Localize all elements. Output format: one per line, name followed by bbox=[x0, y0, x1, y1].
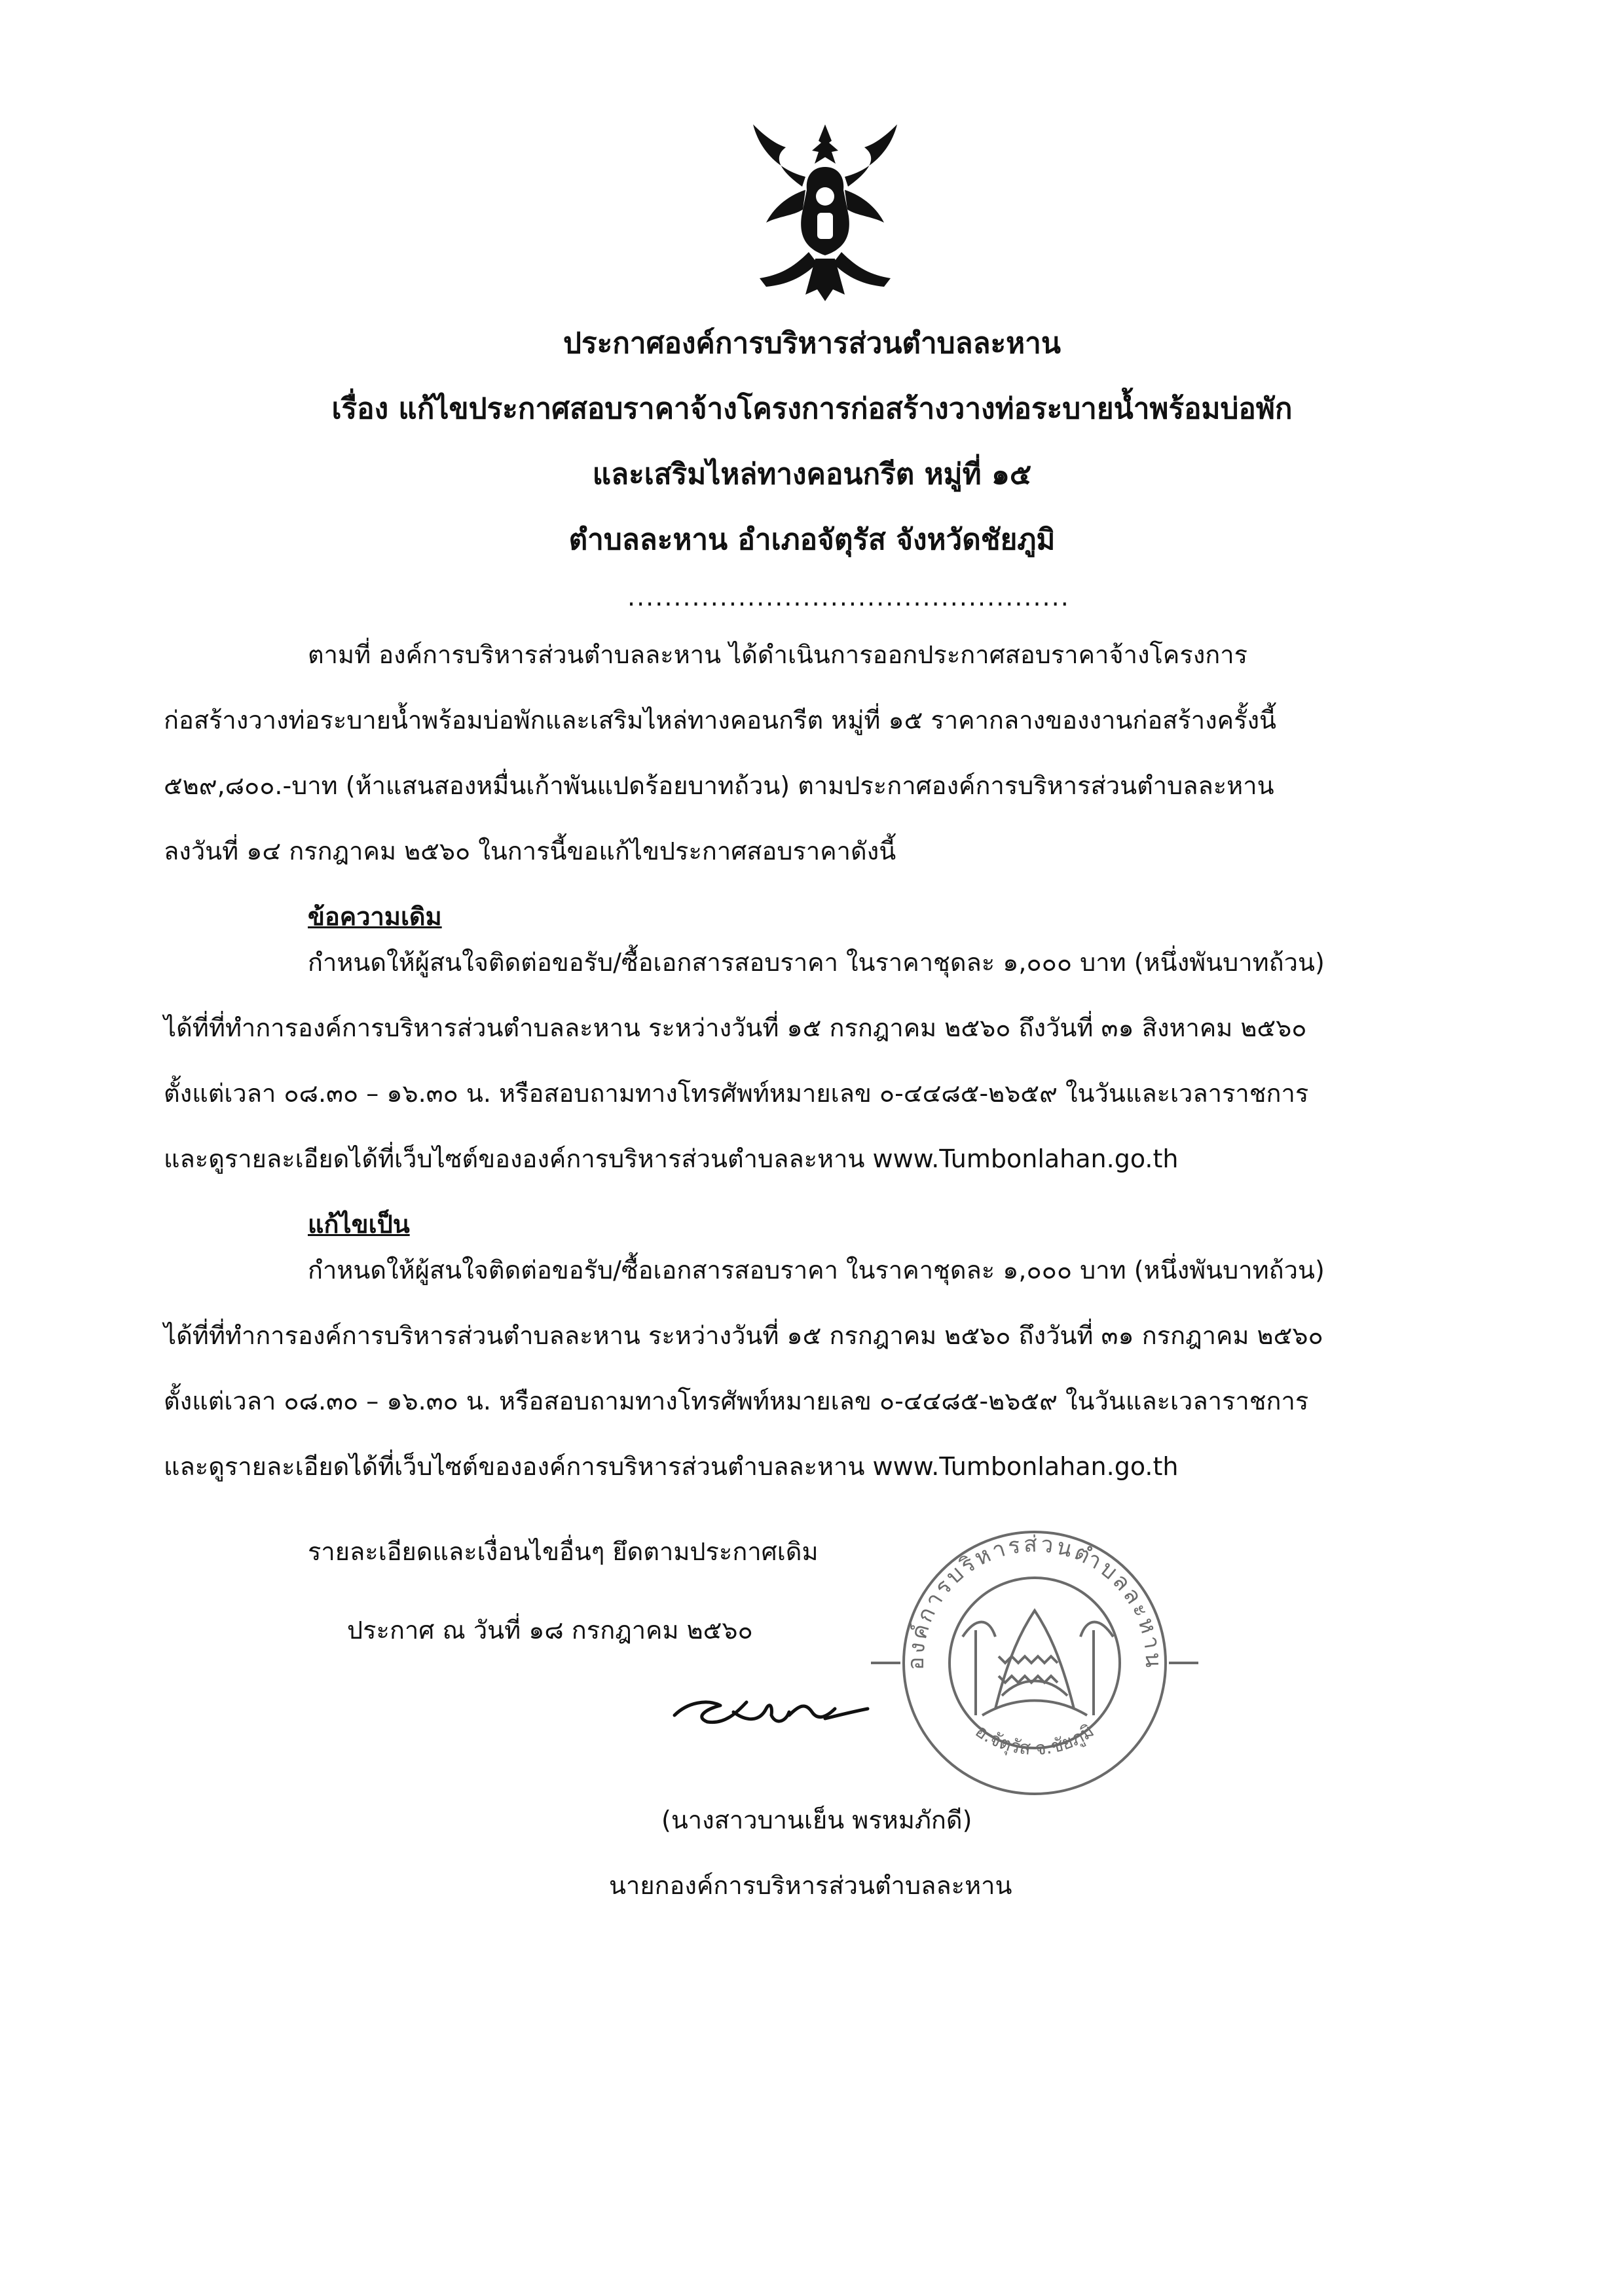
signatory-title: นายกองค์การบริหารส่วนตำบลละหาน bbox=[609, 1871, 1012, 1900]
amended-line-2: ได้ที่ที่ทำการองค์การบริหารส่วนตำบลละหาน ระหว่างวันที่ ๑๕ กรกฎาคม ๒๕๖๐ ถึงวันที่ ๓๑ กรกฎาคม ๒๕๖๐ bbox=[164, 1321, 1323, 1350]
conditions-line: รายละเอียดและเงื่อนไขอื่นๆ ยึดตามประกาศเดิม bbox=[308, 1537, 819, 1566]
handwritten-signature bbox=[668, 1676, 877, 1748]
intro-line-2: ก่อสร้างวางท่อระบายน้ำพร้อมบ่อพักและเสริมไหล่ทางคอนกรีต หมู่ที่ ๑๕ ราคากลางของงานก่อสร้างครั้งนี้ bbox=[164, 706, 1277, 735]
intro-line-1: ตามที่ องค์การบริหารส่วนตำบลละหาน ได้ดำเนินการออกประกาศสอบราคาจ้างโครงการ bbox=[308, 640, 1248, 669]
original-line-3: ตั้งแต่เวลา ๐๘.๓๐ – ๑๖.๓๐ น. หรือสอบถามทางโทรศัพท์หมายเลข ๐-๔๔๘๕-๒๖๕๙ ในวันและเวลาราชการ bbox=[164, 1079, 1309, 1108]
agency-title: ประกาศองค์การบริหารส่วนตำบลละหาน bbox=[563, 327, 1061, 360]
subject-line-2: และเสริมไหล่ทางคอนกรีต หมู่ที่ ๑๕ bbox=[592, 458, 1032, 491]
announcement-date: ประกาศ ณ วันที่ ๑๘ กรกฎาคม ๒๕๖๐ bbox=[347, 1616, 753, 1645]
amended-line-3: ตั้งแต่เวลา ๐๘.๓๐ – ๑๖.๓๐ น. หรือสอบถามทางโทรศัพท์หมายเลข ๐-๔๔๘๕-๒๖๕๙ ในวันและเวลาราชการ bbox=[164, 1387, 1309, 1415]
garuda-emblem-icon bbox=[740, 111, 910, 308]
subject-line-1: เรื่อง แก้ไขประกาศสอบราคาจ้างโครงการก่อสร้างวางท่อระบายน้ำพร้อมบ่อพัก bbox=[331, 392, 1293, 426]
separator-dots: ................................................ bbox=[627, 583, 1070, 611]
seal-outer-text: องค์การบริหารส่วนตำบลละหาน bbox=[902, 1531, 1167, 1671]
subject-line-3: ตำบลละหาน อำเภอจัตุรัส จังหวัดชัยภูมิ bbox=[568, 523, 1056, 556]
intro-line-4: ลงวันที่ ๑๔ กรกฎาคม ๒๕๖๐ ในการนี้ขอแก้ไขประกาศสอบราคาดังนี้ bbox=[164, 837, 896, 866]
official-seal-stamp bbox=[864, 1499, 1205, 1807]
original-heading: ข้อความเดิม bbox=[308, 902, 442, 931]
signatory-name: (นางสาวบานเย็น พรหมภักดี) bbox=[661, 1806, 972, 1834]
amended-line-4: และดูรายละเอียดได้ที่เว็บไซต์ขององค์การบริหารส่วนตำบลละหาน www.Tumbonlahan.go.th bbox=[164, 1452, 1179, 1481]
svg-text:อ.จัตุรัส จ.ชัยภูมิ bbox=[971, 1720, 1098, 1759]
amended-heading: แก้ไขเป็น bbox=[308, 1210, 410, 1239]
amended-line-1: กำหนดให้ผู้สนใจติดต่อขอรับ/ซื้อเอกสารสอบราคา ในราคาชุดละ ๑,๐๐๐ บาท (หนึ่งพันบาทถ้วน) bbox=[308, 1256, 1325, 1285]
original-line-2: ได้ที่ที่ทำการองค์การบริหารส่วนตำบลละหาน ระหว่างวันที่ ๑๕ กรกฎาคม ๒๕๖๐ ถึงวันที่ ๓๑ สิงหาคม ๒๕๖๐ bbox=[164, 1013, 1307, 1042]
svg-text:องค์การบริหารส่วนตำบลละหาน bbox=[903, 1531, 1166, 1670]
seal-bottom-text: อ.จัตุรัส จ.ชัยภูมิ bbox=[971, 1719, 1098, 1760]
original-line-1: กำหนดให้ผู้สนใจติดต่อขอรับ/ซื้อเอกสารสอบราคา ในราคาชุดละ ๑,๐๐๐ บาท (หนึ่งพันบาทถ้วน) bbox=[308, 948, 1325, 977]
intro-line-3: ๕๒๙,๘๐๐.-บาท (ห้าแสนสองหมื่นเก้าพันแปดร้อยบาทถ้วน) ตามประกาศองค์การบริหารส่วนตำบลละหาน bbox=[164, 771, 1274, 800]
original-line-4: และดูรายละเอียดได้ที่เว็บไซต์ขององค์การบริหารส่วนตำบลละหาน www.Tumbonlahan.go.th bbox=[164, 1144, 1179, 1173]
